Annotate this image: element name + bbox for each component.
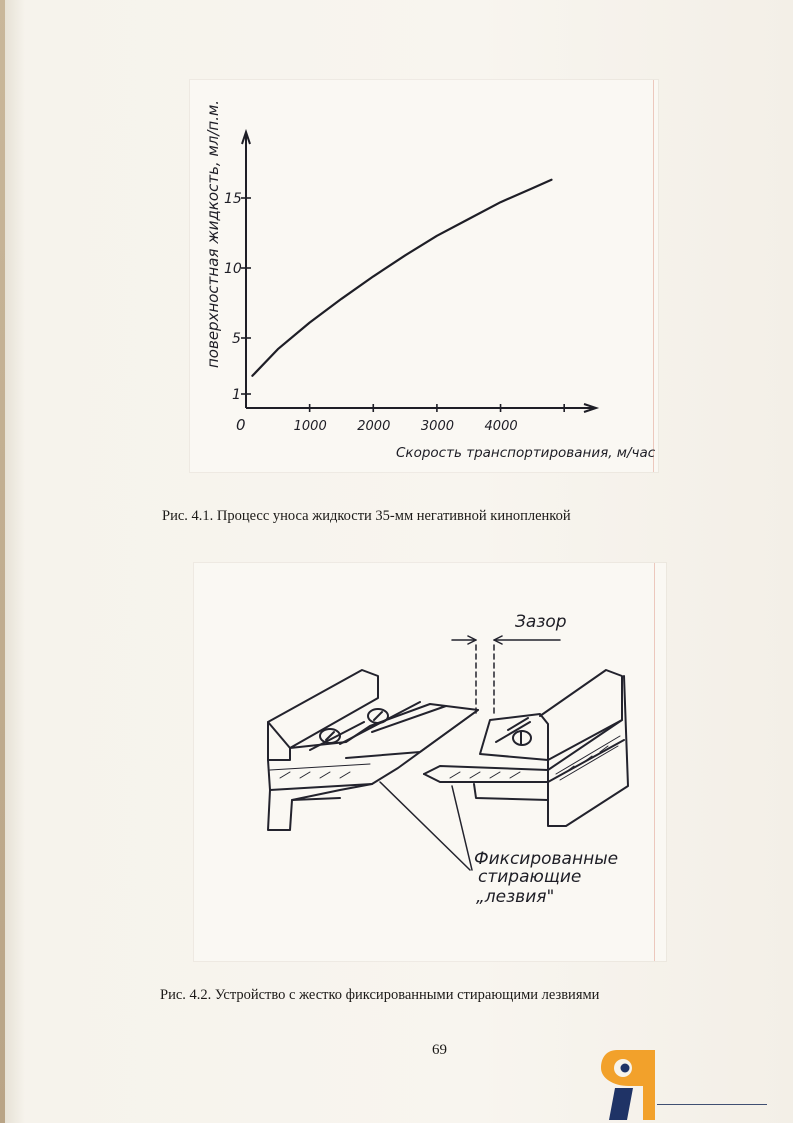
- blades-label-line-2: стирающие: [478, 867, 582, 887]
- y-tick-label: 5: [232, 331, 241, 347]
- screw-icon: [513, 731, 531, 745]
- blades-label-line-1: Фиксированные: [474, 849, 619, 869]
- y-tick-label: 1: [232, 387, 241, 403]
- y-tick-label: 10: [224, 261, 242, 277]
- x-tick-label: 3000: [420, 419, 455, 434]
- page-number: 69: [432, 1042, 447, 1058]
- figure-1-caption: Рис. 4.1. Процесс уноса жидкости 35-мм негативной кинопленкой: [162, 508, 571, 524]
- x-tick-label: 1000: [293, 419, 327, 434]
- figure-2-caption: Рис. 4.2. Устройство с жестко фиксированными стирающими лезвиями: [160, 987, 600, 1003]
- ya-logo-icon: [599, 1048, 659, 1122]
- gap-label: Зазор: [515, 612, 567, 632]
- x-tick-label: 4000: [484, 419, 518, 434]
- y-axis-label: поверхностная жидкость, мл/п.м.: [204, 99, 222, 368]
- blades-label-line-3: „лезвия": [476, 887, 555, 907]
- gap-dimension: [452, 636, 560, 716]
- leader-lines: [380, 782, 472, 870]
- left-blade-holder: [268, 670, 478, 830]
- footer-rule: [657, 1104, 767, 1105]
- x-axis-label: Скорость транспортирования, м/час: [396, 445, 656, 461]
- y-tick-label: 15: [224, 191, 242, 207]
- right-blade-holder: [424, 670, 628, 826]
- screw-icon: [368, 709, 388, 723]
- x-tick-label: 0: [236, 416, 246, 434]
- x-tick-label: 2000: [357, 419, 391, 434]
